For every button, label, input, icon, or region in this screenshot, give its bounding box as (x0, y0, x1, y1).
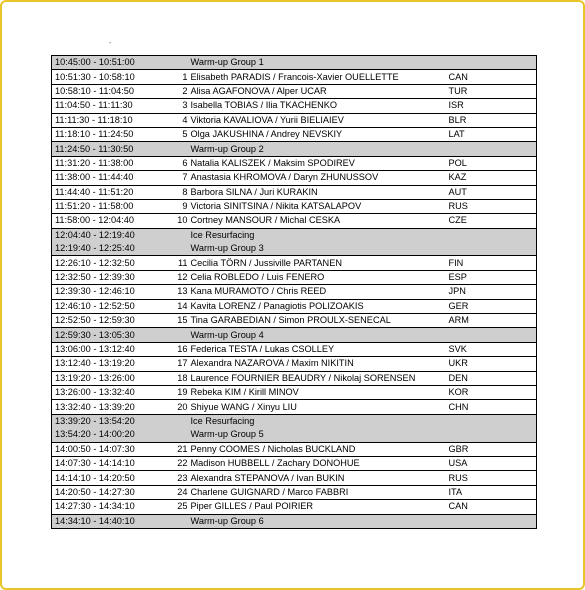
nation-cell: JPN (446, 285, 537, 299)
nation-cell: RUS (446, 199, 537, 213)
time-cell: 13:12:40 - 13:19:20 (52, 357, 160, 371)
nation-cell: CZE (446, 214, 537, 228)
schedule-row-couple (52, 113, 537, 127)
schedule-row-session (52, 514, 537, 528)
start-number-cell: 21 (160, 442, 188, 456)
start-number-cell: 25 (160, 500, 188, 514)
schedule-row-couple (52, 299, 537, 313)
name-cell: Ice Resurfacing (188, 228, 446, 242)
nation-cell: FIN (446, 256, 537, 270)
name-cell: Cortney MANSOUR / Michal CESKA (188, 214, 446, 228)
nation-cell (446, 428, 537, 442)
start-number-cell (160, 328, 188, 342)
schedule-row-couple (52, 285, 537, 299)
schedule-row-couple (52, 99, 537, 113)
nation-cell: BLR (446, 113, 537, 127)
nation-cell: ARM (446, 314, 537, 328)
schedule-row-couple (52, 256, 537, 270)
name-cell: Kana MURAMOTO / Chris REED (188, 285, 446, 299)
name-cell: Madison HUBBELL / Zachary DONOHUE (188, 456, 446, 470)
start-number-cell: 16 (160, 342, 188, 356)
name-cell: Olga JAKUSHINA / Andrey NEVSKIY (188, 127, 446, 141)
schedule-row-couple (52, 127, 537, 141)
name-cell: Shiyue WANG / Xinyu LIU (188, 400, 446, 414)
schedule-row-session (52, 142, 537, 156)
time-cell: 11:58:00 - 12:04:40 (52, 214, 160, 228)
nation-cell: POL (446, 156, 537, 170)
schedule-row-couple (52, 156, 537, 170)
time-cell: 12:46:10 - 12:52:50 (52, 299, 160, 313)
time-cell: 13:39:20 - 13:54:20 (52, 414, 160, 428)
time-cell: 14:00:50 - 14:07:30 (52, 442, 160, 456)
time-cell: 12:39:30 - 12:46:10 (52, 285, 160, 299)
time-cell: 13:19:20 - 13:26:00 (52, 371, 160, 385)
nation-cell: UKR (446, 357, 537, 371)
name-cell: Warm-up Group 4 (188, 328, 446, 342)
start-number-cell (160, 228, 188, 242)
start-number-cell: 11 (160, 256, 188, 270)
name-cell: Victoria SINITSINA / Nikita KATSALAPOV (188, 199, 446, 213)
nation-cell: SVK (446, 342, 537, 356)
start-number-cell (160, 428, 188, 442)
start-number-cell: 24 (160, 485, 188, 499)
time-cell: 14:20:50 - 14:27:30 (52, 485, 160, 499)
start-number-cell: 14 (160, 299, 188, 313)
name-cell: Alisa AGAFONOVA / Alper UCAR (188, 84, 446, 98)
nation-cell: ITA (446, 485, 537, 499)
time-cell: 12:59:30 - 13:05:30 (52, 328, 160, 342)
nation-cell (446, 514, 537, 528)
name-cell: Anastasia KHROMOVA / Daryn ZHUNUSSOV (188, 171, 446, 185)
start-number-cell: 8 (160, 185, 188, 199)
start-number-cell (160, 242, 188, 256)
nation-cell: KOR (446, 385, 537, 399)
schedule-table (51, 55, 537, 529)
time-cell: 13:54:20 - 14:00:20 (52, 428, 160, 442)
schedule-row-session (52, 328, 537, 342)
schedule-row-session (52, 242, 537, 256)
nation-cell: USA (446, 456, 537, 470)
time-cell: 14:07:30 - 14:14:10 (52, 456, 160, 470)
time-cell: 11:11:30 - 11:18:10 (52, 113, 160, 127)
time-cell: 14:14:10 - 14:20:50 (52, 471, 160, 485)
time-cell: 11:51:20 - 11:58:00 (52, 199, 160, 213)
start-number-cell: 7 (160, 171, 188, 185)
start-number-cell (160, 414, 188, 428)
name-cell: Alexandra NAZAROVA / Maxim NIKITIN (188, 357, 446, 371)
schedule-row-couple (52, 199, 537, 213)
name-cell: Cecilia TÖRN / Jussiville PARTANEN (188, 256, 446, 270)
name-cell: Warm-up Group 1 (188, 56, 446, 70)
start-number-cell: 9 (160, 199, 188, 213)
schedule-row-couple (52, 171, 537, 185)
schedule-row-couple (52, 442, 537, 456)
time-cell: 12:04:40 - 12:19:40 (52, 228, 160, 242)
schedule-row-couple (52, 500, 537, 514)
schedule-body (52, 56, 537, 529)
nation-cell: ESP (446, 270, 537, 284)
time-cell: 12:32:50 - 12:39:30 (52, 270, 160, 284)
time-cell: 12:19:40 - 12:25:40 (52, 242, 160, 256)
time-cell: 11:31:20 - 11:38:00 (52, 156, 160, 170)
start-number-cell (160, 142, 188, 156)
start-number-cell (160, 56, 188, 70)
name-cell: Tina GARABEDIAN / Simon PROULX-SENECAL (188, 314, 446, 328)
schedule-row-session (52, 228, 537, 242)
time-cell: 13:32:40 - 13:39:20 (52, 400, 160, 414)
nation-cell (446, 242, 537, 256)
nation-cell: GBR (446, 442, 537, 456)
time-cell: 13:06:00 - 13:12:40 (52, 342, 160, 356)
name-cell: Penny COOMES / Nicholas BUCKLAND (188, 442, 446, 456)
time-cell: 11:44:40 - 11:51:20 (52, 185, 160, 199)
start-number-cell: 6 (160, 156, 188, 170)
time-cell: 11:04:50 - 11:11:30 (52, 99, 160, 113)
schedule-row-couple (52, 185, 537, 199)
name-cell: Barbora SILNA / Juri KURAKIN (188, 185, 446, 199)
start-number-cell: 19 (160, 385, 188, 399)
start-number-cell: 23 (160, 471, 188, 485)
time-cell: 13:26:00 - 13:32:40 (52, 385, 160, 399)
time-cell: 10:45:00 - 10:51:00 (52, 56, 160, 70)
schedule-row-couple (52, 471, 537, 485)
nation-cell: DEN (446, 371, 537, 385)
schedule-row-couple (52, 70, 537, 84)
start-number-cell: 12 (160, 270, 188, 284)
name-cell: Rebeka KIM / Kirill MINOV (188, 385, 446, 399)
start-number-cell: 1 (160, 70, 188, 84)
schedule-row-couple (52, 84, 537, 98)
schedule-row-couple (52, 371, 537, 385)
nation-cell (446, 328, 537, 342)
name-cell: Warm-up Group 5 (188, 428, 446, 442)
start-number-cell: 15 (160, 314, 188, 328)
nation-cell (446, 414, 537, 428)
name-cell: Viktoria KAVALIOVA / Yurii BIELIAIEV (188, 113, 446, 127)
name-cell: Piper GILLES / Paul POIRIER (188, 500, 446, 514)
nation-cell: ISR (446, 99, 537, 113)
time-cell: 11:18:10 - 11:24:50 (52, 127, 160, 141)
schedule-row-couple (52, 385, 537, 399)
name-cell: Celia ROBLEDO / Luis FENERO (188, 270, 446, 284)
name-cell: Warm-up Group 6 (188, 514, 446, 528)
nation-cell: RUS (446, 471, 537, 485)
nation-cell: TUR (446, 84, 537, 98)
start-number-cell: 4 (160, 113, 188, 127)
schedule-row-couple (52, 314, 537, 328)
schedule-row-couple (52, 214, 537, 228)
start-number-cell: 17 (160, 357, 188, 371)
nation-cell: KAZ (446, 171, 537, 185)
nation-cell: CAN (446, 70, 537, 84)
nation-cell: CHN (446, 400, 537, 414)
start-number-cell: 13 (160, 285, 188, 299)
name-cell: Ice Resurfacing (188, 414, 446, 428)
schedule-row-couple (52, 456, 537, 470)
time-cell: 11:38:00 - 11:44:40 (52, 171, 160, 185)
nation-cell: LAT (446, 127, 537, 141)
schedule-row-couple (52, 342, 537, 356)
nation-cell (446, 56, 537, 70)
start-number-cell: 20 (160, 400, 188, 414)
start-number-cell: 3 (160, 99, 188, 113)
name-cell: Isabella TOBIAS / Ilia TKACHENKO (188, 99, 446, 113)
start-number-cell: 18 (160, 371, 188, 385)
name-cell: Federica TESTA / Lukas CSOLLEY (188, 342, 446, 356)
time-cell: 12:26:10 - 12:32:50 (52, 256, 160, 270)
start-number-cell: 2 (160, 84, 188, 98)
schedule-row-session (52, 56, 537, 70)
start-number-cell: 22 (160, 456, 188, 470)
start-number-cell (160, 514, 188, 528)
name-cell: Warm-up Group 3 (188, 242, 446, 256)
nation-cell: CAN (446, 500, 537, 514)
schedule-row-couple (52, 485, 537, 499)
time-cell: 11:24:50 - 11:30:50 (52, 142, 160, 156)
nation-cell: AUT (446, 185, 537, 199)
name-cell: Warm-up Group 2 (188, 142, 446, 156)
stray-mark: - (109, 40, 112, 47)
nation-cell (446, 228, 537, 242)
name-cell: Alexandra STEPANOVA / Ivan BUKIN (188, 471, 446, 485)
schedule-row-couple (52, 400, 537, 414)
start-number-cell: 10 (160, 214, 188, 228)
name-cell: Kavita LORENZ / Panagiotis POLIZOAKIS (188, 299, 446, 313)
name-cell: Charlene GUIGNARD / Marco FABBRI (188, 485, 446, 499)
name-cell: Laurence FOURNIER BEAUDRY / Nikolaj SORENSEN (188, 371, 446, 385)
time-cell: 14:34:10 - 14:40:10 (52, 514, 160, 528)
time-cell: 12:52:50 - 12:59:30 (52, 314, 160, 328)
schedule-row-couple (52, 357, 537, 371)
schedule-row-session (52, 414, 537, 428)
start-number-cell: 5 (160, 127, 188, 141)
nation-cell (446, 142, 537, 156)
nation-cell: GER (446, 299, 537, 313)
name-cell: Elisabeth PARADIS / Francois-Xavier OUELLETTE (188, 70, 446, 84)
schedule-row-session (52, 428, 537, 442)
name-cell: Natalia KALISZEK / Maksim SPODIREV (188, 156, 446, 170)
schedule-row-couple (52, 270, 537, 284)
time-cell: 10:51:30 - 10:58:10 (52, 70, 160, 84)
time-cell: 10:58:10 - 11:04:50 (52, 84, 160, 98)
time-cell: 14:27:30 - 14:34:10 (52, 500, 160, 514)
